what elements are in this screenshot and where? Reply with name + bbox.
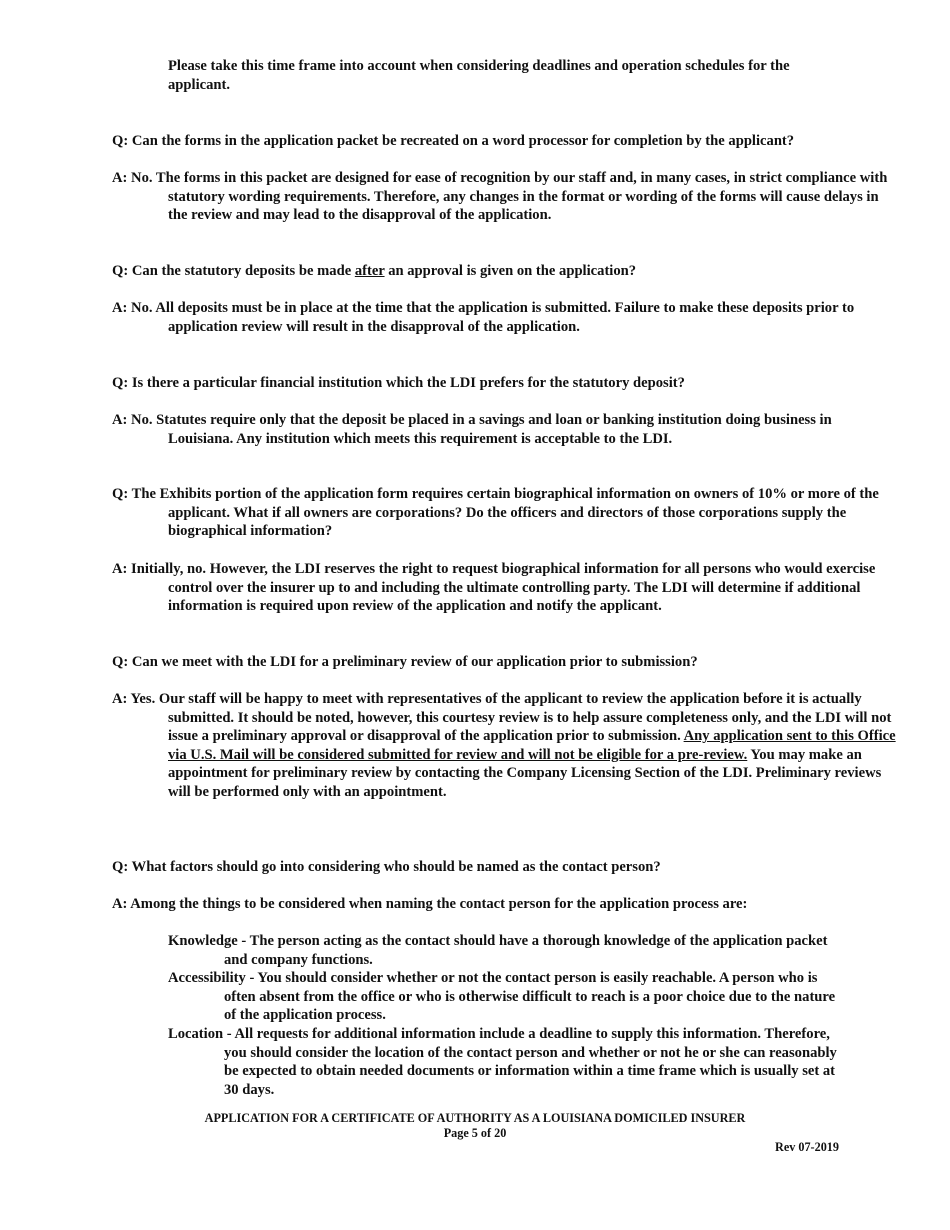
question-2 (112, 262, 900, 281)
question-6: Q: What factors should go into considering who should be named as the contact person? (112, 859, 661, 875)
answer-5-post: You may make an appointment for preliminary review by contacting the Company Licensing Section of the LDI. Preliminary reviews will be performed only with an appointment. (168, 746, 882, 800)
question-2-underlined: after (354, 263, 385, 279)
question-1: Q: Can the forms in the application packet be recreated on a word processor for completion by the applicant? (112, 133, 795, 149)
answer-1: A: No. The forms in this packet are designed for ease of recognition by our staff and, in many cases, in strict compliance with statutory wording requirements. Therefore, any changes in the format or wording of the forms will cause delays in the review and may lead to the disapproval of the application. (112, 170, 888, 224)
answer-5-pre: A: Yes. Our staff will be happy to meet with representatives of the applicant to review the application before it is actually submitted. It should be noted, however, this courtesy review is to help assure completeness only, and the LDI will not issue a preliminary approval or disapproval of the application prior to submission. (112, 691, 892, 745)
question-5: Q: Can we meet with the LDI for a preliminary review of our application prior to submission? (112, 654, 698, 670)
answer-4: A: Initially, no. However, the LDI reserves the right to request biographical information for all persons who would exercise control over the insurer up to and including the ultimate controlling party. The LDI will determine if additional information is required upon review of the application and notify the applicant. (112, 561, 876, 615)
footer-title: APPLICATION FOR A CERTIFICATE OF AUTHORITY AS A LOUISIANA DOMICILED INSURER (204, 1111, 746, 1125)
question-4: Q: The Exhibits portion of the application form requires certain biographical information on owners of 10% or more of the applicant. What if all owners are corporations? Do the officers and directors of those corporations supply the biographical information? (112, 486, 879, 540)
intro-paragraph: Please take this time frame into account when considering deadlines and operation schedules for the applicant. (168, 58, 790, 93)
question-3: Q: Is there a particular financial institution which the LDI prefers for the statutory deposit? (112, 375, 685, 391)
answer-6: A: Among the things to be considered when naming the contact person for the application process are: (112, 896, 748, 912)
answer-5 (112, 690, 900, 802)
question-2-post: an approval is given on the application? (384, 263, 637, 279)
factor-accessibility: Accessibility - You should consider whether or not the contact person is easily reachable. A person who is often absent from the office or who is otherwise difficult to reach is a poor choice due to the nature of the application process. (168, 970, 836, 1024)
footer-revision: Rev 07-2019 (775, 1140, 839, 1154)
answer-5-underlined: Any application sent to this Office via U.S. Mail will be considered submitted for review and will not be eligible for a pre-review. (168, 728, 896, 763)
question-2-pre: Q: Can the statutory deposits be made (112, 263, 355, 279)
factor-location: Location - All requests for additional information include a deadline to supply this information. Therefore, you should consider the location of the contact person and whether or not he or she can reasonably be expected to obtain needed documents or information within a time frame which is usually set at 30 days. (168, 1026, 837, 1098)
answer-2: A: No. All deposits must be in place at the time that the application is submitted. Failure to make these deposits prior to application review will result in the disapproval of the application. (112, 300, 855, 335)
factor-knowledge: Knowledge - The person acting as the contact should have a thorough knowledge of the application packet and company functions. (168, 933, 828, 968)
answer-3: A: No. Statutes require only that the deposit be placed in a savings and loan or banking institution doing business in Louisiana. Any institution which meets this requirement is acceptable to the LDI. (112, 412, 832, 447)
footer-page-number: Page 5 of 20 (443, 1126, 507, 1140)
